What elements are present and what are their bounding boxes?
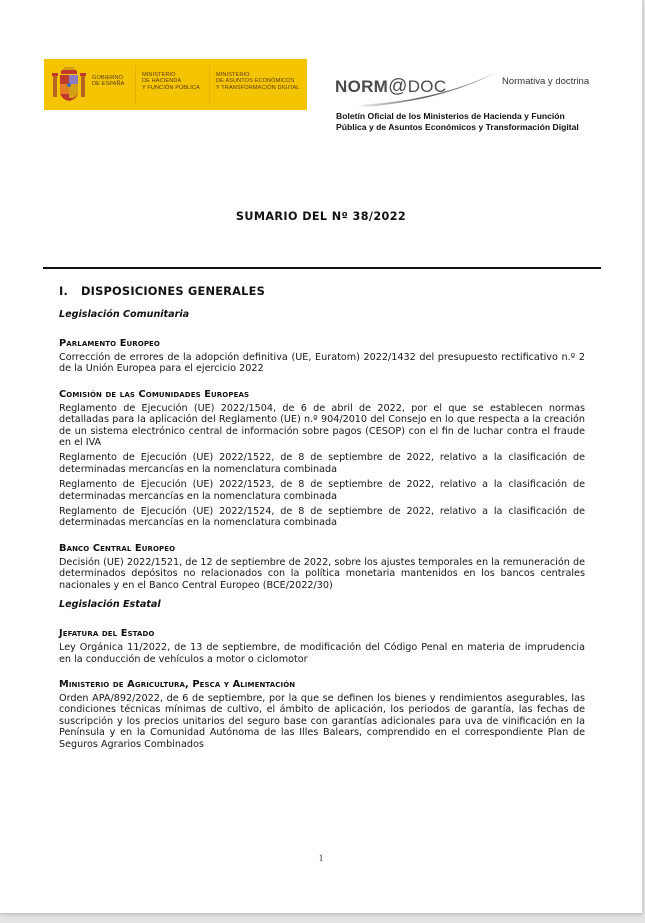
organism-banco-central [59, 543, 585, 591]
organism-comision [59, 389, 585, 529]
organism-name: Parlamento Europeo [59, 338, 160, 349]
legislacion-estatal-heading: Legislación Estatal [59, 599, 161, 611]
page-title: SUMARIO DEL Nº 38/2022 [235, 210, 407, 223]
list-item[interactable]: Reglamento de Ejecución (UE) 2022/1522, de 8 de septiembre de 2022, relativo a la clasificación de determinadas mercancías en la nomenclatura combinada [59, 452, 585, 475]
list-item[interactable]: Corrección de errores de la adopción definitiva (UE, Euratom) 2022/1432 del presupuesto rectificativo n.º 2 de la Unión Europea para el ejercicio 2022 [59, 352, 585, 375]
summary-content [59, 284, 585, 764]
normadoc-wordmark: NORM@DOC [335, 76, 447, 97]
government-logo-banner [44, 59, 307, 110]
normadoc-logo [335, 72, 605, 112]
normadoc-tagline: Normativa y doctrina [502, 76, 590, 87]
section-heading: I. DISPOSICIONES GENERALES [59, 284, 266, 298]
list-item[interactable]: Reglamento de Ejecución (UE) 2022/1524, de 8 de septiembre de 2022, relativo a la clasificación de determinadas mercancías en la nomenclatura combinada [59, 506, 585, 529]
organism-name: Comisión de las Comunidades Europeas [59, 388, 250, 400]
list-item[interactable]: Reglamento de Ejecución (UE) 2022/1523, de 8 de septiembre de 2022, relativo a la clasificación de determinadas mercancías en la nomenclatura combinada [59, 479, 585, 502]
organism-name: Ministerio de Agricultura, Pesca y Alimentación [59, 678, 296, 690]
legislacion-comunitaria-heading: Legislación Comunitaria [59, 309, 190, 320]
list-item[interactable]: Decisión (UE) 2022/1521, de 12 de septiembre de 2022, sobre los ajustes temporales en la remuneración de determinados depósitos no relacionados con la política monetaria mantenidos en los bancos centrales nacionales y en el Banco Central Europeo (BCE/2022/30) [59, 556, 585, 591]
organism-parlamento-europeo [59, 338, 585, 375]
list-item[interactable]: Ley Orgánica 11/2022, de 13 de septiembre, de modificación del Código Penal en materia de imprudencia en la conducción de vehículos a motor o ciclomotor [59, 642, 585, 665]
horizontal-divider [43, 267, 601, 269]
organism-name: Banco Central Europeo [59, 542, 176, 554]
list-item[interactable]: Reglamento de Ejecución (UE) 2022/1504, de 6 de abril de 2022, por el que se establecen normas detalladas para la aplicación del Reglamento (UE) n.º 904/2010 del Consejo en lo que respecta a la creación de un sistema electrónico central de información sobre pagos (CESOP) con el fin de luchar contra el fraude en el IVA [59, 402, 585, 449]
gobierno-de-espana-label: GOBIERNO DE ESPAÑA [92, 75, 125, 88]
list-item[interactable]: Orden APA/892/2022, de 6 de septiembre, por la que se definen los bienes y rendimientos asegurables, las condiciones técnicas mínimas de cultivo, el ámbito de aplicación, los periodos de garantía, las fechas de suscripción y los precios unitarios del seguro base con garantías adicionales para uva de vinificación en la Península y en la Comunidad Autónoma de las Illes Balears, comprendido en el correspondiente Plan de Seguros Agrarios Combinados [59, 692, 585, 750]
page-number: 1 [318, 853, 324, 863]
spain-coat-of-arms-icon [52, 65, 86, 103]
organism-jefatura [59, 628, 585, 665]
organism-agricultura [59, 679, 585, 750]
ministerio-hacienda-label: MINISTERIO DE HACIENDA Y FUNCIÓN PÚBLICA [142, 72, 200, 91]
ministerio-economia-label: MINISTERIO DE ASUNTOS ECONÓMICOS Y TRANSFORMACIÓN DIGITAL [216, 72, 300, 91]
organism-name: Jefatura del Estado [59, 628, 155, 640]
boletin-title: Boletín Oficial de los Ministerios de Hacienda y Función Pública y de Asuntos Económicos y Transformación Digital [336, 111, 579, 132]
